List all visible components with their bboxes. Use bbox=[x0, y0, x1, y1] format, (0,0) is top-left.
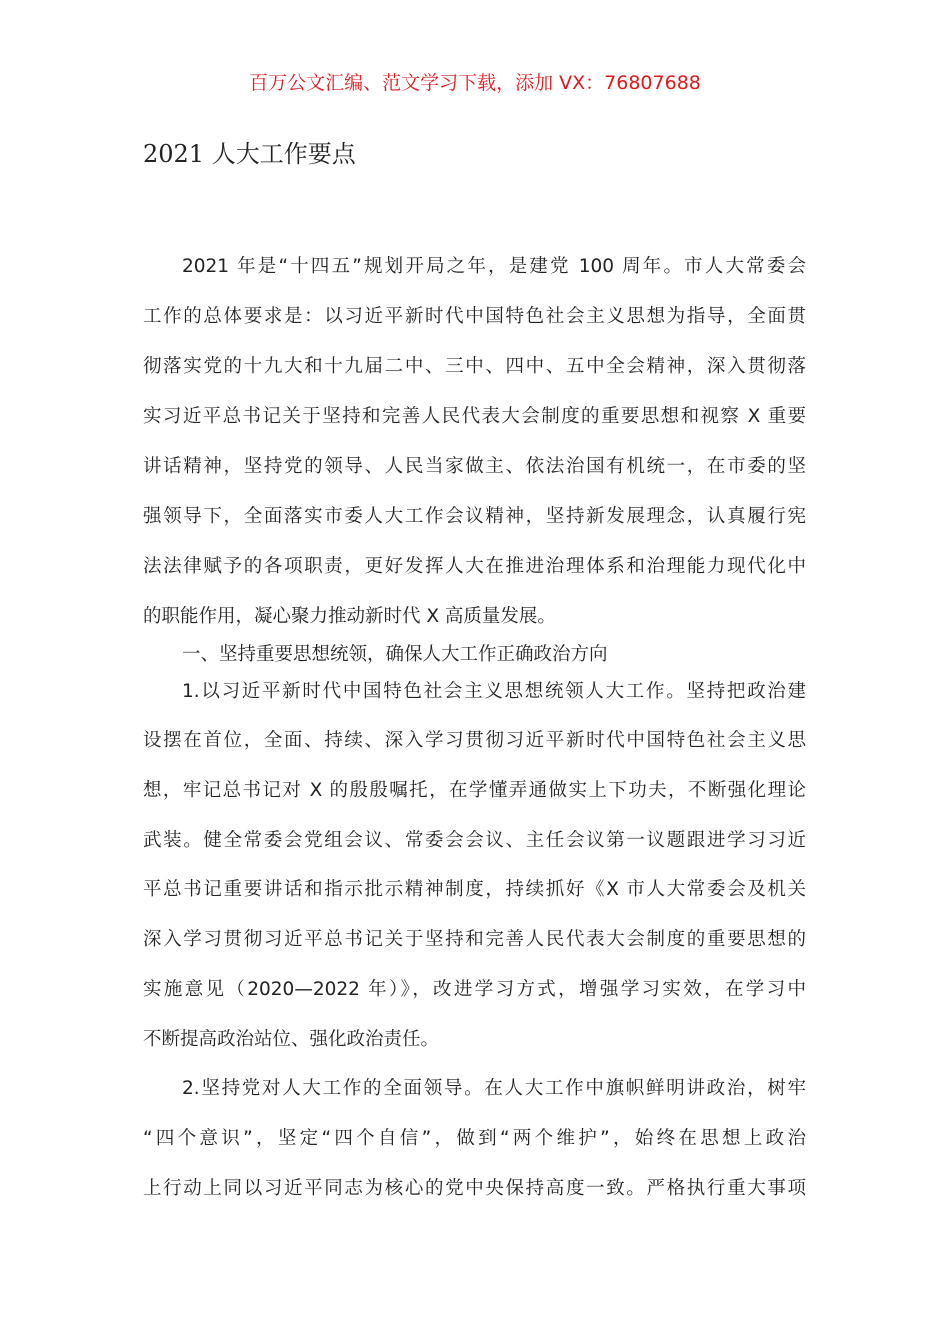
paragraph-line: 上行动上同以习近平同志为核心的党中央保持高度一致。严格执行重大事项 bbox=[143, 1178, 806, 1199]
paragraph-line: 武装。健全常委会党组会议、常委会会议、主任会议第一议题跟进学习习近 bbox=[143, 830, 806, 851]
paragraph-line: 实习近平总书记关于坚持和完善人民代表大会制度的重要思想和视察 X 重要 bbox=[143, 406, 806, 427]
watermark-banner: 百万公文汇编、范文学习下载，添加 VX：76807688 bbox=[249, 72, 701, 94]
paragraph-line: 工作的总体要求是：以习近平新时代中国特色社会主义思想为指导，全面贯 bbox=[143, 306, 806, 327]
paragraph-line: “四个意识”，坚定“四个自信”，做到“两个维护”，始终在思想上政治 bbox=[143, 1128, 806, 1149]
paragraph-line: 平总书记重要讲话和指示批示精神制度，持续抓好《X 市人大常委会及机关 bbox=[143, 879, 806, 900]
paragraph-line: 的职能作用，凝心聚力推动新时代 X 高质量发展。 bbox=[143, 606, 556, 627]
paragraph-line: 设摆在首位，全面、持续、深入学习贯彻习近平新时代中国特色社会主义思 bbox=[143, 730, 806, 751]
paragraph-line: 讲话精神，坚持党的领导、人民当家做主、依法治国有机统一，在市委的坚 bbox=[143, 456, 806, 477]
paragraph-line: 2.坚持党对人大工作的全面领导。在人大工作中旗帜鲜明讲政治，树牢 bbox=[182, 1078, 806, 1099]
paragraph-line: 实施意见（2020—2022 年）》，改进学习方式，增强学习实效，在学习中 bbox=[143, 979, 806, 1000]
paragraph-line: 不断提高政治站位、强化政治责任。 bbox=[143, 1029, 440, 1050]
section-heading: 一、坚持重要思想统领，确保人大工作正确政治方向 bbox=[182, 644, 608, 665]
paragraph-line: 法法律赋予的各项职责，更好发挥人大在推进治理体系和治理能力现代化中 bbox=[143, 556, 806, 577]
paragraph-line: 深入学习贯彻习近平总书记关于坚持和完善人民代表大会制度的重要思想的 bbox=[143, 929, 806, 950]
paragraph-line: 彻落实党的十九大和十九届二中、三中、四中、五中全会精神，深入贯彻落 bbox=[143, 356, 806, 377]
document-title: 2021 人大工作要点 bbox=[143, 140, 356, 168]
paragraph-line: 想，牢记总书记对 X 的殷殷嘱托，在学懂弄通做实上下功夫，不断强化理论 bbox=[143, 780, 806, 801]
paragraph-line: 强领导下，全面落实市委人大工作会议精神，坚持新发展理念，认真履行宪 bbox=[143, 506, 806, 527]
paragraph-line: 1.以习近平新时代中国特色社会主义思想统领人大工作。坚持把政治建 bbox=[182, 681, 806, 702]
paragraph-line: 2021 年是“十四五”规划开局之年，是建党 100 周年。市人大常委会 bbox=[182, 256, 806, 277]
